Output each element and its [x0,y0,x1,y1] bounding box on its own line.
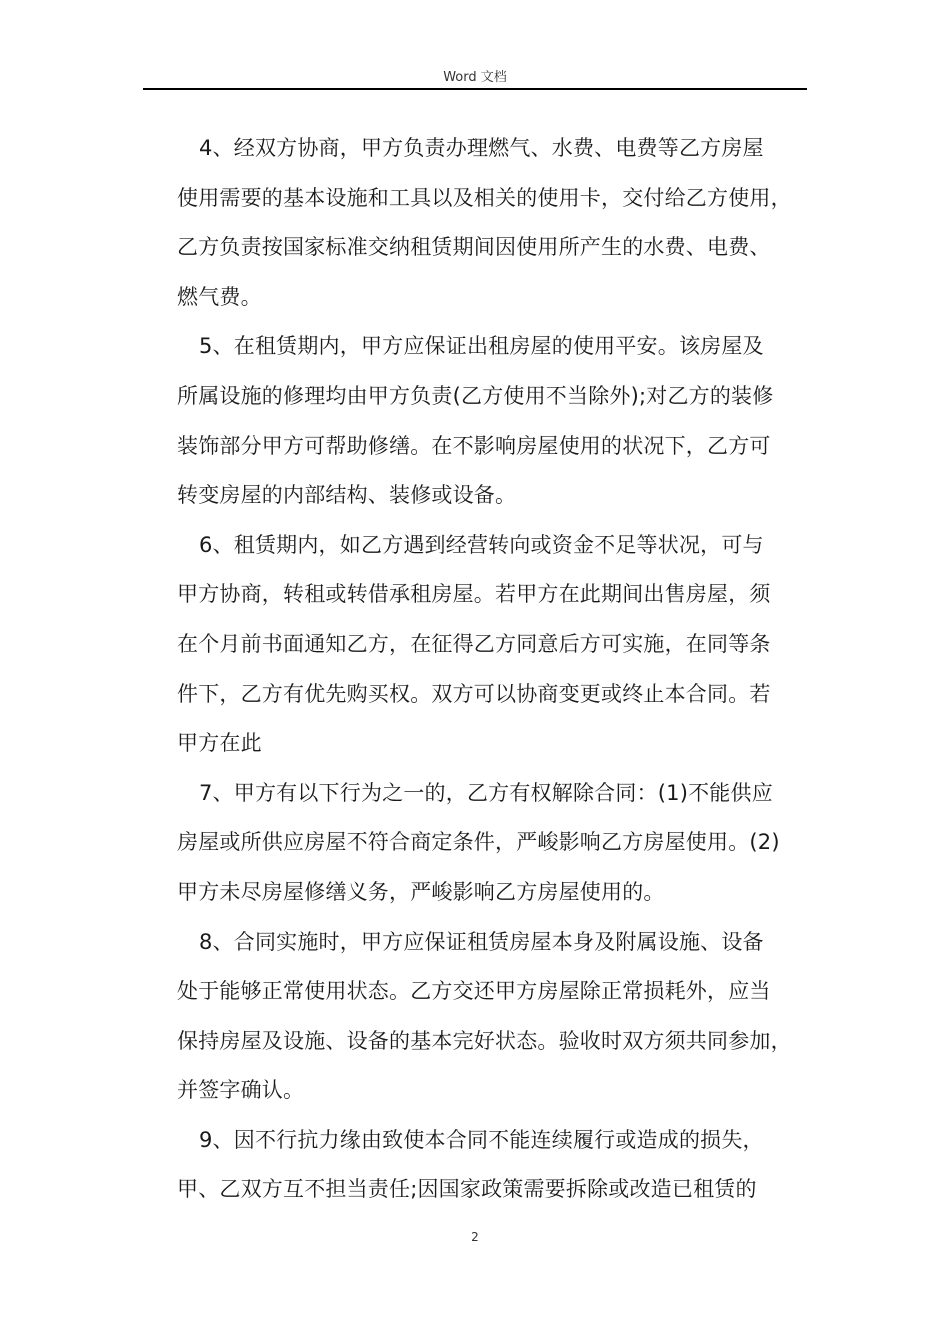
clause-9-line-1: 9、因不行抗力缘由致使本合同不能连续履行或造成的损失， [199,1127,764,1152]
page-number: 2 [471,1230,479,1244]
clause-4-line-1: 4、经双方协商，甲方负责办理燃气、水费、电费等乙方房屋 [199,136,764,160]
clause-8-line-2: 处于能够正常使用状态。乙方交还甲方房屋除正常损耗外，应当 [177,979,771,1004]
clause-4-line-3: 乙方负责按国家标准交纳租赁期间因使用所产生的水费、电费、 [177,235,771,260]
clause-5-line-2: 所属设施的修理均由甲方负责(乙方使用不当除外);对乙方的装修 [177,383,774,408]
clause-6-line-3: 在个月前书面通知乙方，在征得乙方同意后方可实施，在同等条 [177,631,771,656]
clause-5-line-4: 转变房屋的内部结构、装修或设备。 [177,483,517,508]
clause-6-line-2: 甲方协商，转租或转借承租房屋。若甲方在此期间出售房屋，须 [177,582,771,607]
clause-9-line-2: 甲、乙双方互不担当责任;因国家政策需要拆除或改造已租赁的 [177,1177,757,1202]
clause-5-line-3: 装饰部分甲方可帮助修缮。在不影响房屋使用的状况下，乙方可 [177,433,771,458]
clause-4-line-4: 燃气费。 [177,284,262,309]
clause-7-line-3: 甲方未尽房屋修缮义务，严峻影响乙方房屋使用的。 [177,879,665,904]
clause-4-line-2: 使用需要的基本设施和工具以及相关的使用卡，交付给乙方使用， [177,185,792,210]
clause-7-line-1: 7、甲方有以下行为之一的，乙方有权解除合同：(1)不能供应 [199,780,773,805]
clause-6-line-5: 甲方在此 [177,731,262,756]
clause-8-line-4: 并签字确认。 [177,1078,305,1103]
document-body [177,124,809,1215]
header-divider [143,88,807,90]
page-header: Word 文档 [443,70,507,85]
clause-8-line-3: 保持房屋及设施、设备的基本完好状态。验收时双方须共同参加， [177,1028,792,1053]
clause-5-line-1: 5、在租赁期内，甲方应保证出租房屋的使用平安。该房屋及 [199,334,764,359]
clause-8-line-1: 8、合同实施时，甲方应保证租赁房屋本身及附属设施、设备 [199,929,764,954]
clause-7-line-2: 房屋或所供应房屋不符合商定条件，严峻影响乙方房屋使用。(2) [177,830,780,855]
clause-6-line-1: 6、租赁期内，如乙方遇到经营转向或资金不足等状况，可与 [199,532,764,557]
clause-6-line-4: 件下，乙方有优先购买权。双方可以协商变更或终止本合同。若 [177,681,771,706]
